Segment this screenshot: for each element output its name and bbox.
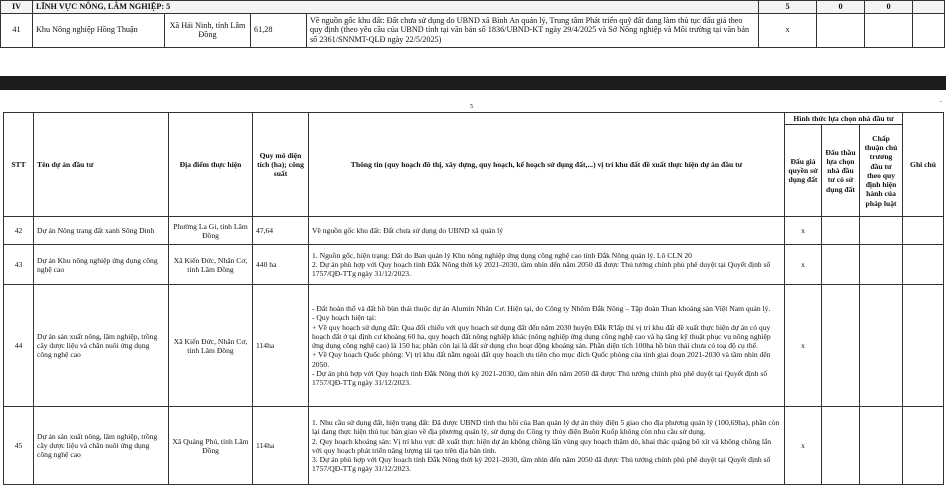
info-line: Về nguồn gốc khu đất: Đất chưa sử dụng do UBND xã quản lý bbox=[312, 226, 504, 236]
header-selection-group: Hình thức lựa chọn nhà đầu tư bbox=[785, 113, 903, 125]
section-number: IV bbox=[1, 1, 33, 14]
header-info: Thông tin (quy hoạch đô thị, xây dựng, quy hoạch, kế hoạch sử dụng đất,...) vị trí khu đất đề xuất thực hiện dự án đầu tư bbox=[309, 113, 785, 217]
info-line: 1. Nhu cầu sử dụng đất, hiện trạng đất: Đã được UBND tỉnh thu hồi của Ban quản lý dự án thủy điện 5 giao cho địa phương quản lý (100,69ha), phần còn lại đang thực hiện thủ tục bàn giao về địa phương quản lý, sử dụng do Công ty thủy điện Buôn Kuốp không còn nhu cầu sử dụng. bbox=[312, 418, 780, 437]
header-auction: Đấu giá quyền sử dụng đất bbox=[785, 125, 822, 217]
row-location: Phường La Gi, tỉnh Lâm Đồng bbox=[169, 217, 253, 245]
row-stt: 44 bbox=[4, 285, 34, 407]
scan-dash: - bbox=[939, 97, 942, 105]
row-stt: 43 bbox=[4, 245, 34, 285]
row-stt: 42 bbox=[4, 217, 34, 245]
row-project-name: Dự án sản xuất nông, lâm nghiệp, trồng cây dược liệu và chăn nuôi ứng dụng công nghệ cao bbox=[34, 285, 169, 407]
row-area: 440 ha bbox=[253, 245, 309, 285]
row-location: Xã Quảng Phú, tỉnh Lâm Đồng bbox=[169, 407, 253, 485]
row-area: 114ha bbox=[253, 407, 309, 485]
row-project-name: Khu Nông nghiệp Hồng Thuận bbox=[33, 13, 165, 47]
table-row bbox=[4, 407, 944, 485]
section-count-approval: 0 bbox=[865, 1, 913, 14]
row-mark: x bbox=[785, 407, 822, 485]
info-line: 1. Nguồn gốc, hiện trạng: Đất do Ban quản lý Khu nông nghiệp ứng dụng công nghệ cao tỉnh Đắk Nông quản lý. Lô CLN 20 bbox=[312, 250, 692, 260]
info-line: - Quy hoạch hiện tại: bbox=[312, 313, 377, 323]
header-location: Địa điểm thực hiện bbox=[169, 113, 253, 217]
row-info bbox=[309, 407, 785, 485]
section-count-bidding: 0 bbox=[817, 1, 865, 14]
header-scale: Quy mô diện tích (ha); công suất bbox=[253, 113, 309, 217]
row-stt: 45 bbox=[4, 407, 34, 485]
table-row bbox=[4, 285, 944, 407]
row-mark: x bbox=[759, 13, 817, 47]
row-location: Xã Kiến Đức, Nhân Cơ, tỉnh Lâm Đồng bbox=[169, 245, 253, 285]
section-title: LĨNH VỰC NÔNG, LÂM NGHIỆP: 5 bbox=[33, 1, 759, 14]
header-stt: STT bbox=[4, 113, 34, 217]
row-location: Xã Kiến Đức, Nhân Cơ, tỉnh Lâm Đồng bbox=[169, 285, 253, 407]
section-note bbox=[913, 1, 945, 14]
header-project-name: Tên dự án đầu tư bbox=[34, 113, 169, 217]
row-info bbox=[309, 217, 785, 245]
projects-table bbox=[3, 112, 944, 485]
header-note: Ghi chú bbox=[903, 113, 944, 217]
row-info: Về nguồn gốc khu đất: Đất chưa sử dụng do UBND xã Bình An quản lý, Trung tâm Phát triển quỹ đất đang làm thủ tục đấu giá theo quy định (theo yêu cầu của UBND tỉnh tại văn bản số 1836/UBND-KT ngày 29/4/2025 và Sở Nông nghiệp và Môi trường tại văn bản số 2361/SNNMT-QLĐ ngày 22/5/2025) bbox=[307, 13, 759, 47]
top-table bbox=[0, 0, 945, 48]
info-line: + Về quy hoạch sử dụng đất: Qua đối chiếu với quy hoạch sử dụng đất đến năm 2030 huyện Đắk R'lấp thì vị trí khu đất đề xuất thực hiện dự án có quy hoạch đất ở tại định cư khoảng 60 ha, quy hoạch đất nông nghiệp khác (nông nghiệp ứng dụng công nghệ cao và hạ tầng kỹ thuật phục vụ nông nghiệp ứng dụng công nghệ cao) là 150 ha; phần còn lại là đất sử dụng cho hoạt động khoáng sản. Phần diện tích 100ha hồ bùn thải chưa có toạ độ cụ thể. bbox=[312, 322, 771, 351]
row-info bbox=[309, 285, 785, 407]
row-stt: 41 bbox=[1, 13, 33, 47]
section-row bbox=[1, 1, 945, 14]
info-line: - Đất hoàn thổ và đất hồ bùn thải thuộc dự án Alumin Nhân Cơ. Hiện tại, do Công ty Nhôm Đắk Nông – Tập đoàn Than khoáng sản Việt Nam quản lý. bbox=[312, 304, 771, 314]
row-project-name: Dự án sản xuất nông, lâm nghiệp, trồng cây dược liệu và chăn nuôi ứng dụng công nghệ cao bbox=[34, 407, 169, 485]
header-bidding: Đấu thầu lựa chọn nhà đầu tư có sử dụng đất bbox=[822, 125, 860, 217]
info-line: 3. Dự án phù hợp với Quy hoạch tỉnh Đắk Nông thời kỳ 2021-2030, tầm nhìn đến năm 2050 đã được Thủ tướng chính phủ phê duyệt tại Quyết định số 1757/QĐ-TTg ngày 31/12/2023. bbox=[312, 455, 771, 474]
row-info bbox=[309, 245, 785, 285]
row-mark: x bbox=[785, 285, 822, 407]
row-project-name: Dự án Khu nông nghiệp ứng dụng công nghệ cao bbox=[34, 245, 169, 285]
info-line: 2. Quy hoạch khoáng sản: Vị trí khu vực đề xuất thực hiện dự án không chồng lấn vùng quy hoạch thăm dò, khai thác quặng bô xít và không chồng lấn với quy hoạch phát triển năng lượng tái tạo trên địa bàn tỉnh. bbox=[312, 436, 772, 455]
row-mark: x bbox=[785, 217, 822, 245]
header-approval: Chấp thuận chủ trương đầu tư theo quy định hiện hành của pháp luật bbox=[860, 125, 903, 217]
section-count-auction: 5 bbox=[759, 1, 817, 14]
row-project-name: Dự án Nông trang đất xanh Sông Dinh bbox=[34, 217, 169, 245]
row-area: 114ha bbox=[253, 285, 309, 407]
row-area: 61,28 bbox=[251, 13, 307, 47]
page-divider bbox=[0, 76, 946, 90]
row-area: 47,64 bbox=[253, 217, 309, 245]
table-row bbox=[4, 217, 944, 245]
table-row bbox=[1, 13, 945, 47]
header-row-1 bbox=[4, 113, 944, 125]
info-line: + Về Quy hoạch Quốc phòng: Vị trí khu đất nằm ngoài đất quy hoạch ưu tiên cho mục đích Quốc phòng của tỉnh giai đoạn 2021-2030 và tầm nhìn đến 2050. bbox=[312, 350, 771, 369]
row-mark: x bbox=[785, 245, 822, 285]
page-number: 5 bbox=[470, 104, 473, 110]
table-row bbox=[4, 245, 944, 285]
info-line: 2. Dự án phù hợp với Quy hoạch tỉnh Đắk Nông thời kỳ 2021-2030, tầm nhìn đến năm 2050 đã được Thủ tướng chính phủ phê duyệt tại Quyết định số 1757/QĐ-TTg ngày 31/12/2023. bbox=[312, 260, 771, 279]
info-line: - Dự án phù hợp với Quy hoạch tỉnh Đắk Nông thời kỳ 2021-2030, tầm nhìn đến năm 2050 đã được Thủ tướng chính phủ phê duyệt tại Quyết định số 1757/QĐ-TTg ngày 31/12/2023. bbox=[312, 368, 768, 388]
row-location: Xã Hải Ninh, tỉnh Lâm Đồng bbox=[165, 13, 251, 47]
